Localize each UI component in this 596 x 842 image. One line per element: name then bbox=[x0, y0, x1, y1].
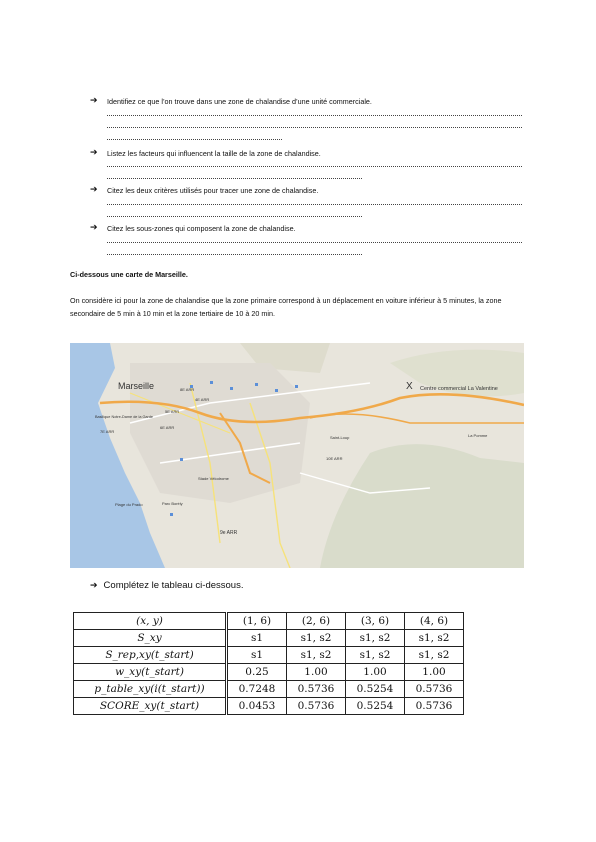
answer-line[interactable] bbox=[107, 139, 282, 140]
arrow-icon: ➔ bbox=[90, 222, 98, 232]
answer-line[interactable] bbox=[107, 166, 522, 167]
table-cell: 0.7248 bbox=[227, 681, 287, 698]
row-header: w_xy(t_start) bbox=[74, 664, 227, 681]
table-cell: 1.00 bbox=[346, 664, 405, 681]
arrow-icon: ➔ bbox=[90, 580, 98, 590]
answer-line[interactable] bbox=[107, 216, 362, 217]
table-cell: (1, 6) bbox=[227, 613, 287, 630]
answer-line[interactable] bbox=[107, 204, 522, 205]
table-cell: s1 bbox=[227, 630, 287, 647]
table-cell: (3, 6) bbox=[346, 613, 405, 630]
question-text: Listez les facteurs qui influencent la taille de la zone de chalandise. bbox=[107, 149, 321, 158]
map-city-label: Marseille bbox=[118, 381, 155, 391]
table-cell: 0.5736 bbox=[287, 698, 346, 715]
table-cell: 0.5736 bbox=[405, 698, 464, 715]
map-label: 6E ARR bbox=[160, 425, 175, 430]
intro-paragraph: On considère ici pour la zone de chalandise que la zone primaire correspond à un déplacement en voiture inférieur à 5 minutes, la zone secondaire de 5 min à 10 min et la zone tertiaire de 10 à 20 min. bbox=[70, 296, 502, 318]
map-label: 10E ARR bbox=[326, 456, 343, 461]
table-row bbox=[74, 630, 464, 647]
map-label: 7E ARR bbox=[100, 429, 115, 434]
map-marker-label: Centre commercial La Valentine bbox=[420, 386, 498, 392]
marseille-map bbox=[70, 343, 524, 568]
answer-line[interactable] bbox=[107, 178, 362, 179]
table-cell: (2, 6) bbox=[287, 613, 346, 630]
map-label: La Pomme bbox=[468, 433, 488, 438]
row-header: (x, y) bbox=[74, 613, 227, 630]
table-row bbox=[74, 664, 464, 681]
table-cell: 0.5736 bbox=[405, 681, 464, 698]
answer-line[interactable] bbox=[107, 254, 362, 255]
map-label: Parc Borély bbox=[162, 501, 183, 506]
map-label: 8E ARR bbox=[180, 387, 195, 392]
table-cell: s1, s2 bbox=[405, 647, 464, 664]
table-cell: 0.25 bbox=[227, 664, 287, 681]
table-cell: 0.5736 bbox=[287, 681, 346, 698]
row-header: S_xy bbox=[74, 630, 227, 647]
answer-line[interactable] bbox=[107, 242, 522, 243]
question-text: Citez les sous-zones qui composent la zone de chalandise. bbox=[107, 224, 296, 233]
map-label: 5E ARR bbox=[165, 409, 180, 414]
row-header: SCORE_xy(t_start) bbox=[74, 698, 227, 715]
answer-line[interactable] bbox=[107, 127, 522, 128]
arrow-icon: ➔ bbox=[90, 184, 98, 194]
question-text: Citez les deux critères utilisés pour tracer une zone de chalandise. bbox=[107, 186, 319, 195]
map-marker: X bbox=[406, 381, 413, 392]
arrow-icon: ➔ bbox=[90, 95, 98, 105]
map-label: Plage du Prado bbox=[115, 502, 143, 507]
row-header: p_table_xy(i(t_start)) bbox=[74, 681, 227, 698]
table-cell: s1 bbox=[227, 647, 287, 664]
row-header: S_rep,xy(t_start) bbox=[74, 647, 227, 664]
table-cell: s1, s2 bbox=[346, 630, 405, 647]
score-table bbox=[73, 612, 464, 715]
map-label: 9e ARR bbox=[220, 530, 238, 536]
instruction-text: Complétez le tableau ci-dessous. bbox=[103, 580, 244, 591]
table-cell: (4, 6) bbox=[405, 613, 464, 630]
table-cell: 0.5254 bbox=[346, 698, 405, 715]
table-cell: 0.0453 bbox=[227, 698, 287, 715]
map-label: 4E ARR bbox=[195, 397, 210, 402]
table-cell: s1, s2 bbox=[287, 630, 346, 647]
table-instruction bbox=[90, 580, 243, 591]
table-cell: 1.00 bbox=[405, 664, 464, 681]
table-cell: s1, s2 bbox=[405, 630, 464, 647]
table-row bbox=[74, 613, 464, 630]
table-cell: 1.00 bbox=[287, 664, 346, 681]
answer-line[interactable] bbox=[107, 115, 522, 116]
section-title: Ci-dessous une carte de Marseille. bbox=[70, 270, 188, 279]
arrow-icon: ➔ bbox=[90, 147, 98, 157]
table-cell: 0.5254 bbox=[346, 681, 405, 698]
table-cell: s1, s2 bbox=[346, 647, 405, 664]
question-text: Identifiez ce que l’on trouve dans une zone de chalandise d’une unité commerciale. bbox=[107, 97, 372, 106]
table-row bbox=[74, 647, 464, 664]
table-row bbox=[74, 681, 464, 698]
map-label: Saint-Loup bbox=[330, 435, 350, 440]
table-cell: s1, s2 bbox=[287, 647, 346, 664]
table-row bbox=[74, 698, 464, 715]
map-label: Stade Vélodrome bbox=[198, 476, 229, 481]
map-label: Basilique Notre-Dame de la Garde bbox=[95, 415, 154, 419]
